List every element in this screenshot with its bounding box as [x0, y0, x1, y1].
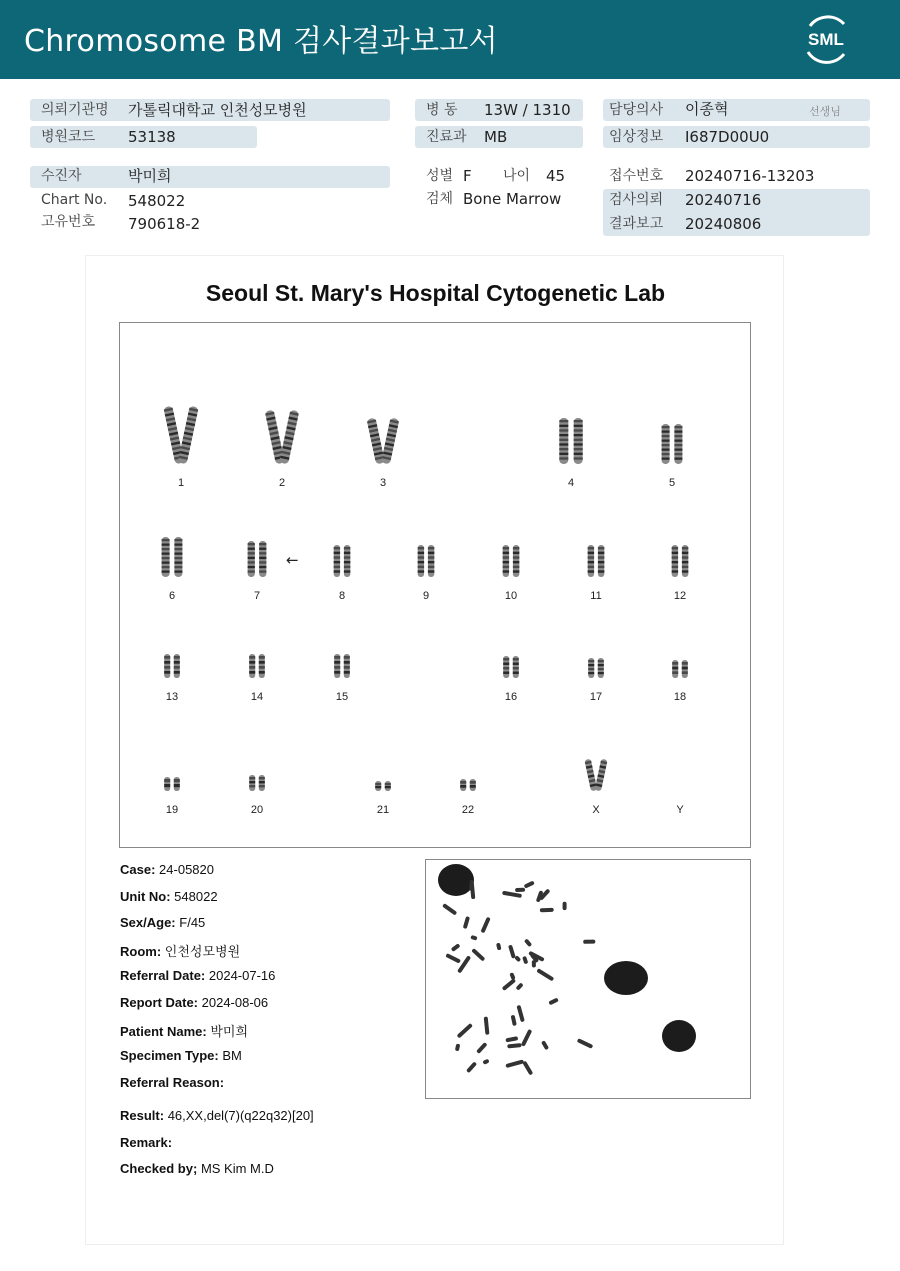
unique-label: 고유번호: [41, 214, 96, 230]
patient-value: 박미희: [128, 167, 172, 185]
chromosome: [588, 658, 594, 678]
receipt-label: 접수번호: [609, 168, 664, 184]
metaphase-chromosome: [522, 1061, 533, 1076]
ward-value: 13W / 1310: [484, 101, 571, 119]
chromosome: [672, 660, 678, 678]
chromosome-label: 20: [250, 804, 264, 816]
metaphase-chromosome: [524, 938, 532, 947]
metaphase-chromosome: [451, 943, 461, 952]
metaphase-chromosome: [482, 1059, 489, 1065]
chromosome-label: 10: [504, 590, 518, 602]
metaphase-chromosome: [548, 998, 559, 1006]
karyotype-report: [85, 255, 784, 1245]
chromosome: [598, 658, 604, 678]
field-remark: Remark:: [120, 1135, 173, 1150]
chromosome-label: 8: [338, 590, 346, 602]
dept-value: MB: [484, 128, 508, 146]
chromosome-label: 19: [165, 804, 179, 816]
chromosome-pair-9: [418, 545, 435, 602]
chromosome: [381, 418, 399, 465]
chromosome-label: 18: [673, 691, 687, 703]
chromosome-label: 12: [673, 590, 687, 602]
metaphase-chromosome: [480, 917, 490, 934]
metaphase-image: [426, 860, 752, 1100]
chromosome: [334, 545, 340, 577]
field-room: Room: 인천성모병원: [120, 944, 241, 959]
chromosome-pair-6: [162, 537, 183, 602]
clinical-label: 임상정보: [609, 129, 664, 145]
chromosome: [559, 418, 568, 464]
field-report-date: Report Date: 2024-08-06: [120, 995, 269, 1010]
nucleus: [662, 1020, 696, 1052]
chromosome: [574, 418, 583, 464]
lab-title: Seoul St. Mary's Hospital Cytogenetic Lab: [205, 280, 666, 306]
chromosome: [164, 654, 170, 678]
chromosome-pair-7: [248, 541, 267, 602]
chromosome-pair-22: [460, 779, 476, 816]
chromosome: [513, 545, 519, 577]
field-result: Result: 46,XX,del(7)(q22q32)[20]: [120, 1108, 314, 1123]
metaphase-chromosome: [457, 955, 471, 973]
institution-label: 의뢰기관명: [41, 102, 109, 118]
metaphase-chromosome: [516, 1005, 524, 1022]
chromosome-pair-18: [672, 660, 688, 703]
chromosome-pair-19: [164, 777, 180, 816]
abnormality-arrow-icon: ←: [286, 551, 299, 569]
chromosome: [662, 424, 670, 464]
karyogram: [120, 323, 752, 849]
chromosome-pair-13: [164, 654, 180, 703]
patient-row-bg: [30, 166, 390, 188]
nucleus: [604, 961, 648, 995]
chromosome: [385, 781, 391, 791]
metaphase-chromosome: [511, 1015, 517, 1026]
doctor-suffix: 선생님: [809, 105, 841, 118]
karyogram-panel: [119, 322, 751, 848]
metaphase-chromosome: [502, 978, 516, 991]
chromosome: [249, 775, 255, 791]
chromosome-pair-Y: [676, 804, 684, 816]
metaphase-chromosome: [524, 880, 535, 888]
logo-text: SML: [808, 30, 844, 49]
chromosome-pair-15: [334, 654, 350, 703]
chromosome-label: 11: [590, 590, 602, 602]
chromosome-label: 14: [250, 691, 264, 703]
doctor-value: 이종혁: [685, 100, 729, 118]
metaphase-chromosome: [532, 960, 536, 967]
field-unit-no: Unit No: 548022: [120, 889, 218, 904]
chromosome: [598, 545, 604, 577]
chromosome-label: 4: [567, 477, 575, 489]
chromosome-label: 6: [168, 590, 176, 602]
chromosome-pair-20: [249, 775, 265, 816]
chromosome-label: 13: [165, 691, 179, 703]
metaphase-chromosome: [515, 982, 523, 990]
sex-value: F: [463, 167, 472, 185]
request-label: 검사의뢰: [609, 192, 664, 208]
metaphase-chromosome: [442, 903, 457, 916]
chromosome-pair-16: [503, 656, 519, 703]
specimen-label: 검체: [426, 191, 454, 207]
metaphase-chromosome: [466, 1061, 477, 1073]
field-sex-age: Sex/Age: F/45: [120, 915, 206, 930]
field-specimen-type: Specimen Type: BM: [120, 1048, 242, 1063]
field-referral-reason: Referral Reason:: [120, 1075, 225, 1090]
chromosome-pair-11: [588, 545, 605, 602]
nucleus: [438, 864, 474, 896]
chromosome-pair-2: [265, 410, 299, 489]
metaphase-chromosome: [540, 908, 554, 913]
metaphase-chromosome: [476, 1042, 487, 1054]
metaphase-chromosome: [484, 1017, 490, 1035]
receipt-value: 20240716-13203: [685, 167, 815, 185]
doctor-label: 담당의사: [609, 102, 664, 118]
clinical-value: I687D00U0: [685, 128, 770, 146]
metaphase-chromosome: [471, 948, 485, 962]
metaphase-chromosome: [496, 943, 502, 951]
metaphase-chromosome: [521, 1029, 532, 1047]
chromosome: [334, 654, 340, 678]
chromosome-pair-X: [584, 759, 607, 816]
chromosome-label: 9: [422, 590, 430, 602]
chromosome: [174, 654, 180, 678]
institution-value: 가톨릭대학교 인천성모병원: [128, 101, 307, 119]
chromosome: [178, 406, 199, 465]
chart-label: Chart No.: [41, 192, 108, 208]
report-header: [0, 0, 900, 79]
chromosome-label: 16: [504, 691, 518, 703]
chromosome-label: 3: [379, 477, 387, 489]
report-title: Chromosome BM 검사결과보고서: [24, 24, 498, 59]
chromosome: [428, 545, 434, 577]
chromosome-label: 5: [668, 477, 676, 489]
chromosome-pair-4: [559, 418, 582, 489]
chromosome-pair-10: [503, 545, 520, 602]
chromosome: [595, 759, 608, 792]
chromosome: [503, 545, 509, 577]
metaphase-chromosome: [577, 1038, 594, 1049]
chromosome-label: 17: [589, 691, 603, 703]
metaphase-chromosome: [505, 1059, 524, 1068]
chromosome: [174, 537, 182, 577]
chromosome-pair-17: [588, 658, 604, 703]
chromosome-pair-1: [163, 406, 198, 489]
patient-label: 수진자: [41, 168, 82, 184]
metaphase-chromosome: [469, 883, 473, 890]
chromosome: [672, 545, 678, 577]
metaphase-image-panel: [425, 859, 751, 1099]
chromosome-label: 15: [335, 691, 349, 703]
metaphase-chromosome: [515, 888, 525, 892]
report-date-value: 20240806: [685, 215, 762, 233]
metaphase-chromosome: [583, 940, 595, 944]
chromosome-pair-12: [672, 545, 689, 602]
chromosome: [588, 545, 594, 577]
metaphase-chromosome: [509, 972, 515, 980]
metaphase-chromosome: [470, 935, 477, 941]
chromosome: [682, 660, 688, 678]
chromosome: [682, 545, 688, 577]
ward-label: 병 동: [426, 102, 458, 118]
chromosome-pair-21: [375, 781, 391, 816]
metaphase-chromosome: [457, 1023, 473, 1038]
field-checked-by: Checked by; MS Kim M.D: [120, 1161, 274, 1176]
field-case: Case: 24-05820: [120, 862, 214, 877]
metaphase-chromosome: [455, 1043, 460, 1051]
chromosome-pair-14: [249, 654, 265, 703]
metaphase-chromosome: [507, 1043, 522, 1048]
chromosome: [584, 759, 597, 792]
chromosome-pair-5: [662, 424, 683, 489]
chart-value: 548022: [128, 192, 186, 210]
chromosome: [375, 781, 381, 791]
metaphase-chromosome: [522, 956, 528, 965]
chromosome-label: Y: [676, 804, 684, 816]
age-label: 나이: [503, 168, 531, 184]
chromosome: [259, 541, 266, 577]
metaphase-chromosome: [505, 1036, 518, 1042]
chromosome: [259, 654, 265, 678]
chromosome: [248, 541, 255, 577]
chromosome: [162, 537, 170, 577]
metaphase-chromosome: [536, 968, 554, 981]
dept-label: 진료과: [426, 129, 467, 145]
field-patient-name: Patient Name: 박미희: [120, 1024, 249, 1039]
chromosome: [460, 779, 466, 791]
specimen-value: Bone Marrow: [463, 190, 562, 208]
metaphase-chromosome: [541, 1040, 549, 1050]
chromosome: [259, 775, 265, 791]
chromosome-pair-8: [334, 545, 351, 602]
unique-value: 790618-2: [128, 215, 201, 233]
chromosome-label: 2: [278, 477, 286, 489]
metaphase-chromosome: [445, 953, 461, 963]
field-referral-date: Referral Date: 2024-07-16: [120, 968, 276, 983]
chromosome-label: X: [592, 804, 600, 816]
sex-label: 성별: [426, 168, 454, 184]
report-date-label: 결과보고: [609, 216, 664, 232]
chromosome-label: 21: [376, 804, 390, 816]
chromosome: [344, 545, 350, 577]
chromosome: [279, 410, 299, 465]
chromosome: [674, 424, 682, 464]
age-value: 45: [546, 167, 566, 185]
chromosome-label: 1: [177, 477, 185, 489]
sml-logo-icon: [800, 12, 852, 64]
chromosome: [174, 777, 180, 791]
chromosome: [470, 779, 476, 791]
hospital-code-label: 병원코드: [41, 129, 96, 145]
request-value: 20240716: [685, 191, 762, 209]
chromosome: [503, 656, 509, 678]
metaphase-chromosome: [508, 945, 516, 959]
chromosome: [344, 654, 350, 678]
hospital-code-value: 53138: [128, 128, 176, 146]
metaphase-chromosome: [563, 902, 567, 910]
chromosome: [164, 777, 170, 791]
chromosome: [418, 545, 424, 577]
chromosome-label: 7: [253, 590, 261, 602]
metaphase-chromosome: [463, 916, 470, 929]
chromosome-pair-3: [367, 418, 400, 489]
chromosome-label: 22: [461, 804, 475, 816]
chromosome: [513, 656, 519, 678]
chromosome: [249, 654, 255, 678]
